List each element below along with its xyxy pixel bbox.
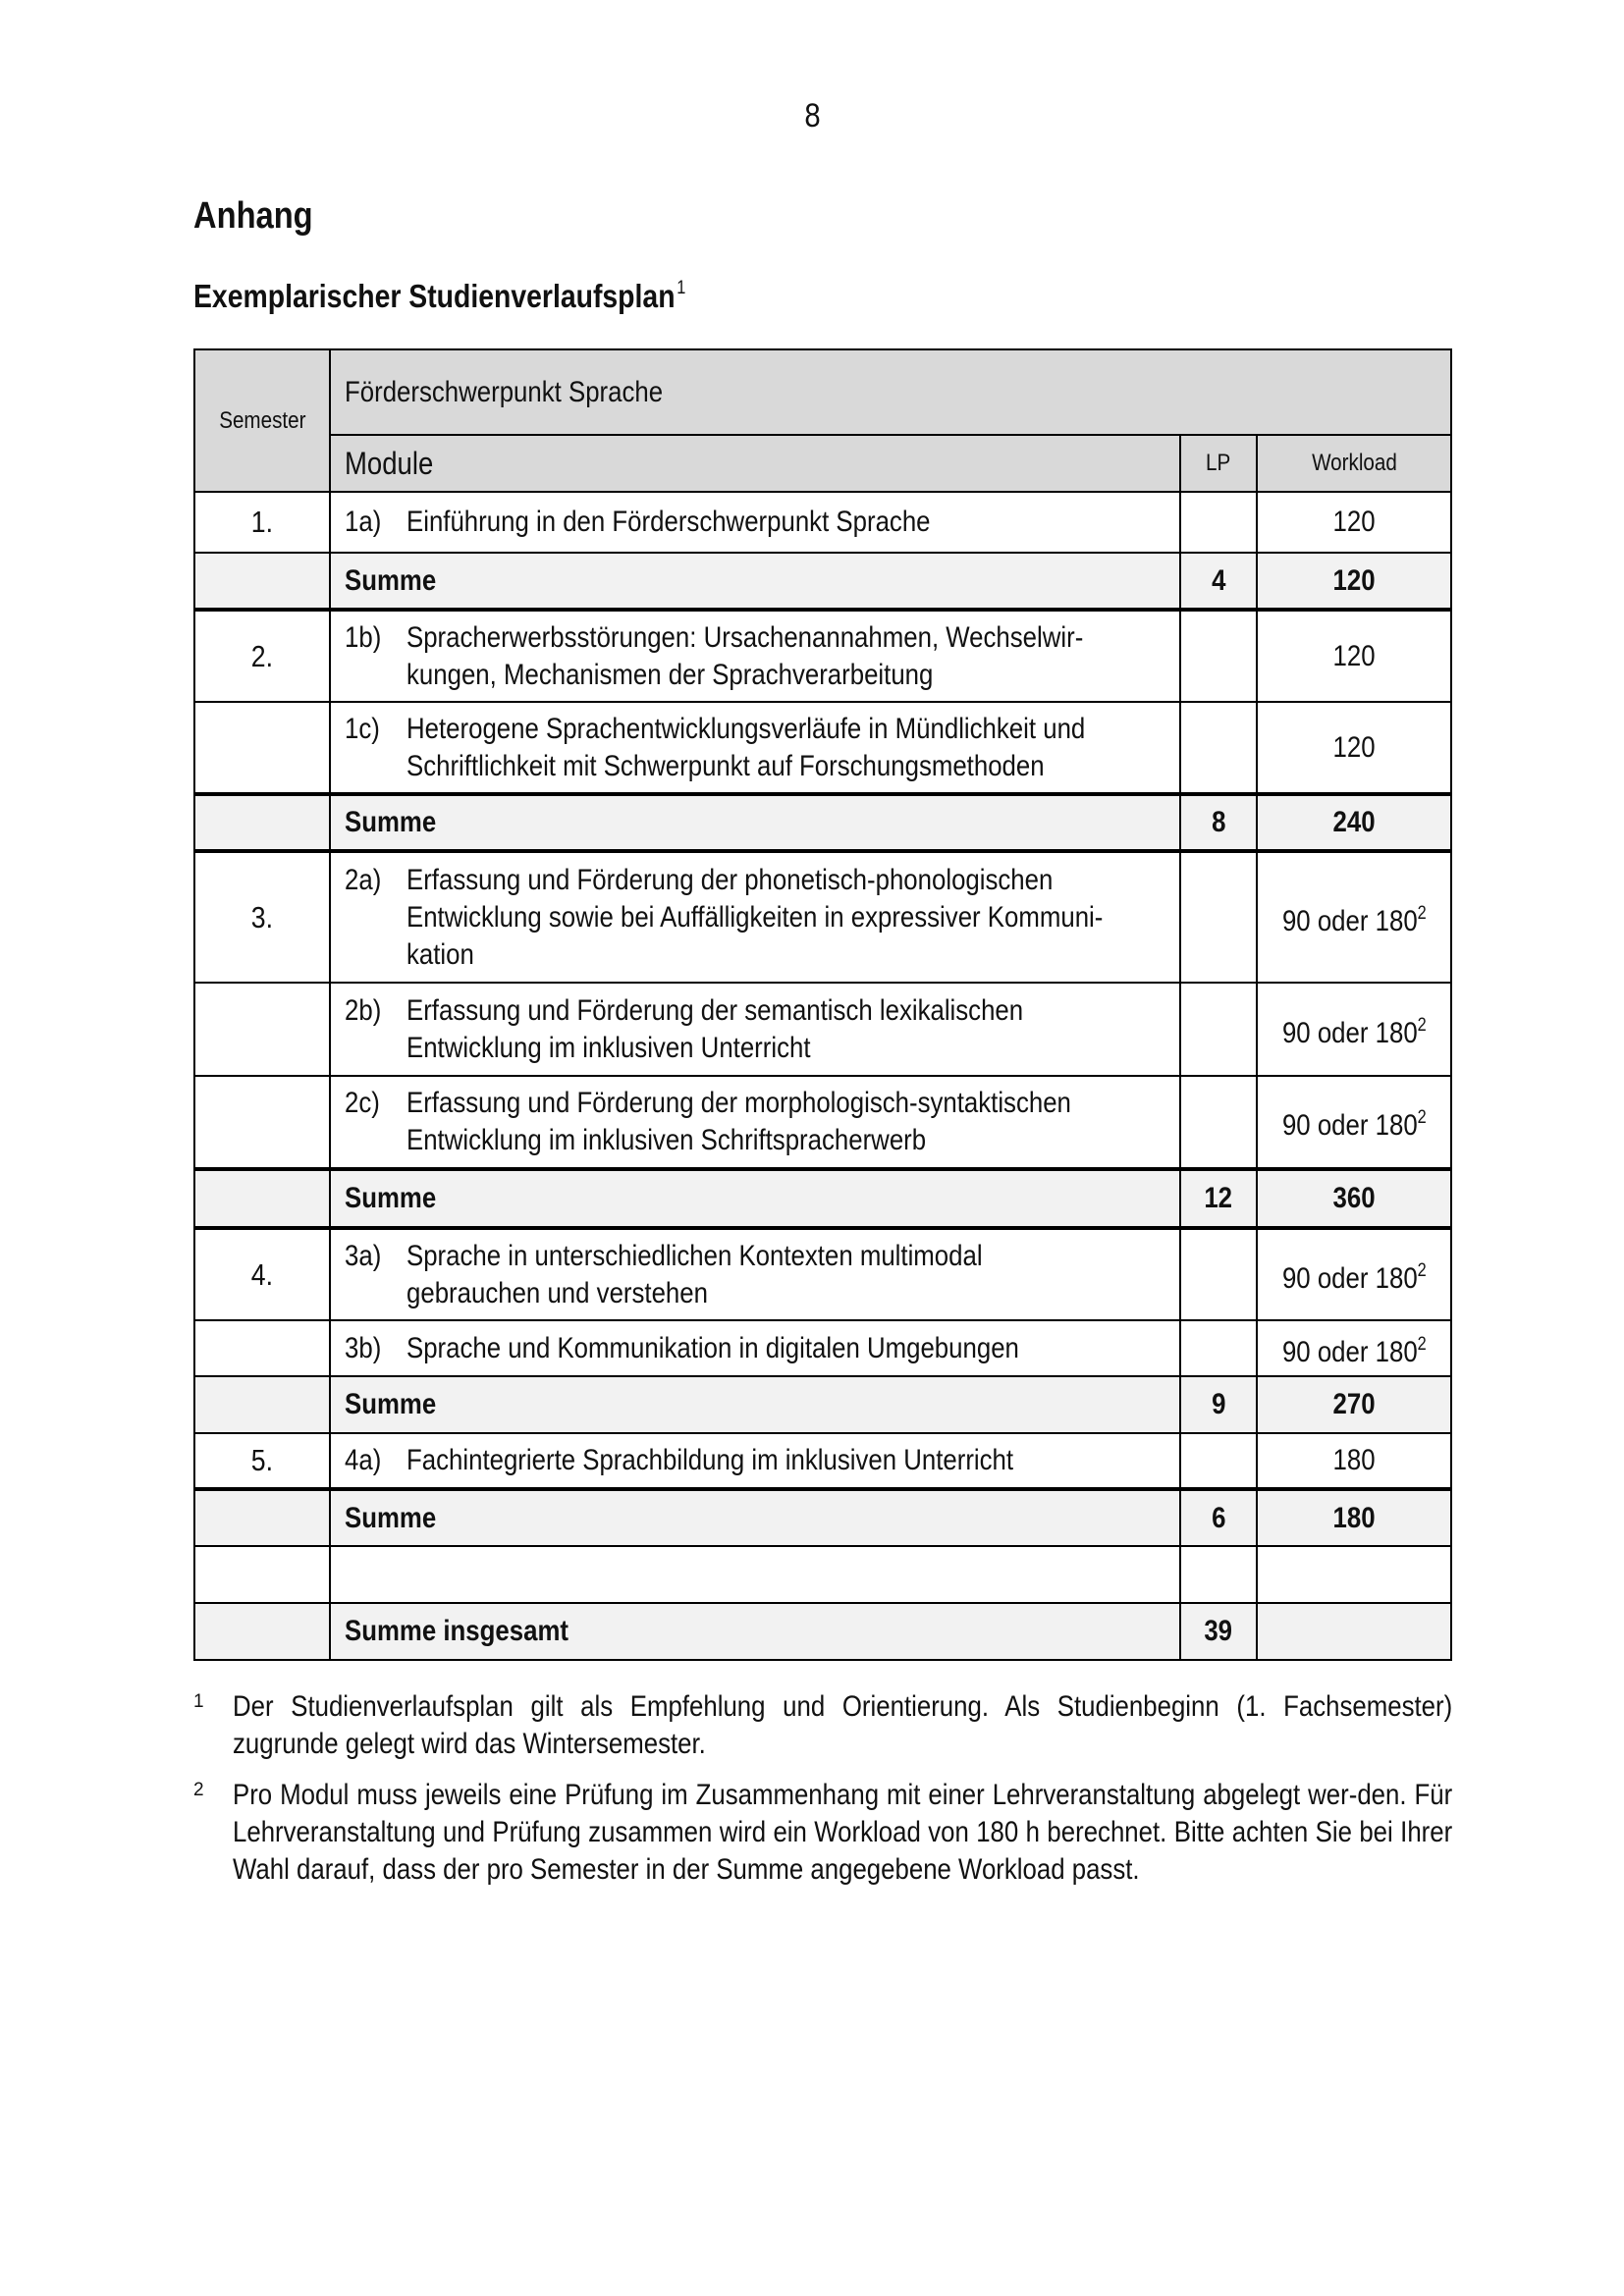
semester-cell: [194, 1376, 330, 1433]
lp-sum: 8: [1180, 794, 1257, 851]
workload-sum: 180: [1257, 1489, 1451, 1546]
workload-cell: 120: [1257, 702, 1451, 794]
semester-cell: 3.: [194, 851, 330, 983]
semester-cell: 1.: [194, 492, 330, 553]
workload-cell: 180: [1257, 1433, 1451, 1489]
sum-label: Summe: [330, 1169, 1180, 1228]
module-cell: 2b) Erfassung und Förderung der semantisch lexikalischen Entwicklung im inklusiven Unterricht: [330, 983, 1180, 1076]
workload-cell: 90 oder $180^2$: [1257, 1076, 1451, 1169]
table-row: [194, 1320, 1451, 1376]
sum-label: Summe: [330, 553, 1180, 610]
workload-cell: 90 oder $180^2$: [1257, 1320, 1451, 1376]
lp-sum: 4: [1180, 553, 1257, 610]
header-workload: Workload: [1257, 435, 1451, 492]
sum-row: [194, 553, 1451, 610]
lp-cell: [1180, 492, 1257, 553]
footnote-mark: 2: [193, 1780, 204, 1800]
lp-sum: 9: [1180, 1376, 1257, 1433]
header-modules: Module: [330, 435, 1180, 492]
module-cell: 3a) Sprache in unterschiedlichen Kontexten multimodal gebrauchen und verstehen: [330, 1228, 1180, 1320]
sum-row: [194, 1489, 1451, 1546]
lp-cell: [1180, 1433, 1257, 1489]
empty-row: [194, 1546, 1451, 1603]
footnote-ref: 2: [1417, 902, 1427, 924]
total-label: Summe insgesamt: [330, 1603, 1180, 1660]
table-row: [194, 1228, 1451, 1320]
semester-cell: 5.: [194, 1433, 330, 1489]
study-plan-table: [193, 348, 1452, 1661]
table-row: [194, 492, 1451, 553]
workload-cell: 90 oder $180^2$: [1257, 983, 1451, 1076]
table-title: [193, 269, 766, 316]
workload-cell: 120: [1257, 610, 1451, 702]
footnotes: [193, 1688, 1452, 1902]
semester-cell: [194, 1076, 330, 1169]
sum-row: [194, 1376, 1451, 1433]
page-number: 8: [803, 97, 821, 134]
footnote-ref: 2: [1417, 1014, 1427, 1036]
module-cell: 4a) Fachintegrierte Sprachbildung im inklusiven Unterricht: [330, 1433, 1180, 1489]
header-program: Förderschwerpunkt Sprache: [330, 349, 1451, 435]
workload-sum: 240: [1257, 794, 1451, 851]
semester-cell: [194, 1320, 330, 1376]
workload-cell: 90 oder $180^2$: [1257, 1228, 1451, 1320]
module-cell: 1c) Heterogene Sprachentwicklungsverläufe in Mündlichkeit und Schriftlichkeit mit Schwerpunkt auf Forschungsmethoden: [330, 702, 1180, 794]
semester-cell: [194, 983, 330, 1076]
table-row: [194, 983, 1451, 1076]
sum-label: Summe: [330, 1376, 1180, 1433]
workload-sum: 360: [1257, 1169, 1451, 1228]
lp-sum: 12: [1180, 1169, 1257, 1228]
module-cell: 2a) Erfassung und Förderung der phonetisch-phonologischen Entwicklung sowie bei Auffälligkeiten in expressiver Kommuni- kation: [330, 851, 1180, 983]
semester-cell: 2.: [194, 610, 330, 702]
footnote-2: [193, 1777, 1452, 1889]
workload-sum: 120: [1257, 553, 1451, 610]
sum-row: [194, 1169, 1451, 1228]
lp-cell: [1180, 1076, 1257, 1169]
lp-cell: [1180, 1320, 1257, 1376]
footnote-1: [193, 1688, 1452, 1763]
sum-row: [194, 794, 1451, 851]
semester-cell: [194, 794, 330, 851]
semester-cell: [194, 1169, 330, 1228]
lp-sum: 6: [1180, 1489, 1257, 1546]
total-row: [194, 1603, 1451, 1660]
footnote-text: Pro Modul muss jeweils eine Prüfung im Zusammenhang mit einer Lehrveranstaltung abgelegt wer-den. Für Lehrveranstaltung und Prüfung zusammen wird ein Workload von 180 h berechnet. Bitte achten Sie bei Ihrer Wahl darauf, dass der pro Semester in der Summe angegebene Workload passt.: [233, 1779, 1453, 1886]
footnote-ref: 2: [1417, 1107, 1427, 1128]
workload-sum: 270: [1257, 1376, 1451, 1433]
lp-cell: [1180, 983, 1257, 1076]
module-cell: 3b) Sprache und Kommunikation in digitalen Umgebungen: [330, 1320, 1180, 1376]
semester-cell: 4.: [194, 1228, 330, 1320]
table-row: [194, 702, 1451, 794]
section-heading: Anhang: [193, 195, 313, 237]
footnote-ref: 2: [1417, 1333, 1427, 1355]
semester-cell: [194, 1603, 330, 1660]
module-cell: 1a) Einführung in den Förderschwerpunkt Sprache: [330, 492, 1180, 553]
table-row: [194, 1076, 1451, 1169]
module-cell: 2c) Erfassung und Förderung der morphologisch-syntaktischen Entwicklung im inklusiven Schriftspracherwerb: [330, 1076, 1180, 1169]
semester-cell: [194, 553, 330, 610]
footnote-ref: 1: [677, 278, 686, 298]
semester-cell: [194, 1489, 330, 1546]
workload-cell: 120: [1257, 492, 1451, 553]
header-lp: LP: [1180, 435, 1257, 492]
table-title-text: Exemplarischer Studienverlaufsplan: [193, 278, 676, 314]
footnote-mark: 1: [193, 1691, 204, 1712]
footnote-text: Der Studienverlaufsplan gilt als Empfehlung und Orientierung. Als Studienbeginn (1. Fachsemester) zugrunde gelegt wird das Wintersemester.: [233, 1690, 1453, 1760]
table-row: [194, 610, 1451, 702]
header-semester: Semester: [194, 349, 330, 492]
sum-label: Summe: [330, 794, 1180, 851]
lp-total: 39: [1180, 1603, 1257, 1660]
table-row: [194, 1433, 1451, 1489]
table-row: [194, 851, 1451, 983]
workload-total: [1257, 1603, 1451, 1660]
sum-label: Summe: [330, 1489, 1180, 1546]
semester-cell: [194, 702, 330, 794]
lp-cell: [1180, 1228, 1257, 1320]
module-cell: 1b) Spracherwerbsstörungen: Ursachenannahmen, Wechselwir- kungen, Mechanismen der Sprachverarbeitung: [330, 610, 1180, 702]
footnote-ref: 2: [1417, 1259, 1427, 1281]
workload-cell: 90 oder $180^2$: [1257, 851, 1451, 983]
